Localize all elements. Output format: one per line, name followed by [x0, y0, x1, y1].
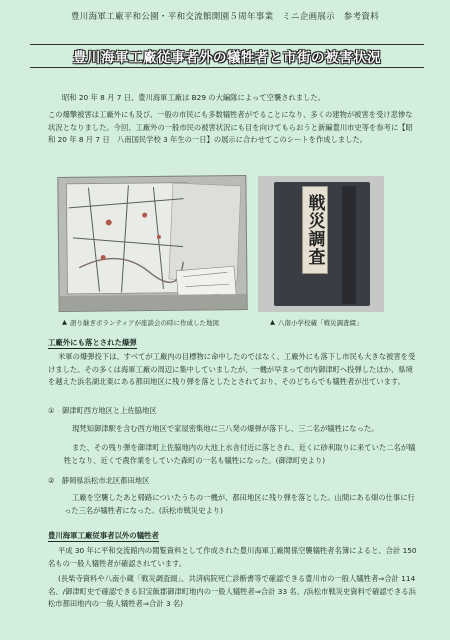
section2-paragraph-1: 平成 30 年に平和交流館内の閲覧資料として作成された豊川海軍工廠関係空襲犠牲者名簿によると、合計 150 名もの一般人犠牲者が確認されています。 — [48, 546, 417, 568]
item2-heading: ② 静岡県浜松市北区都田地区 — [48, 476, 150, 485]
book-spine — [342, 186, 356, 304]
page-title: 豊川海軍工廠従事者外の犠牲者と市街の被害状況 — [73, 50, 381, 66]
right-photo-caption — [270, 318, 363, 327]
intro-paragraph-1: 昭和 20 年 8 月 7 日、豊川海軍工廠は B29 の大編隊によって空襲されました。 — [62, 93, 326, 102]
section1-body: 米軍の爆弾投下は、すべてが工廠内の目標物に命中したのではなく、工廠外にも落下し市民も大きな被害を受けました。その多くは海軍工廠の周辺に集中していましたが、一機が早まって市内御津町へ投弾したほか、県境を越えた浜名湖北東にある都田地区に残り弾を落としたとされており、そのどちらでも犠牲者が出ています。 — [48, 352, 416, 387]
item1-paragraph-1: 現梵知御津駅を含む西方地区で家屋密集地に三八発の爆弾が落下し、三二名が犠牲になった。 — [72, 424, 379, 433]
left-photo-caption — [62, 318, 219, 327]
triangle-icon: ▲ — [62, 318, 67, 326]
left-caption-text: 語り継ぎボランティアが座談会の時に作成した地図 — [70, 319, 219, 327]
right-caption-text: 八南小学校蔵「戦災調査綴」 — [278, 319, 363, 327]
item1-heading: ① 御津町西方地区と上佐脇地区 — [48, 406, 157, 415]
section2-paragraph-2: (長柴寺資料や八南小蔵「戦災調査綴」、共済病院死亡診断書等で確認できる豊川市の一般人犠牲者⇒合計 114 名、/御津町史で確認できる旧宝飯郡御津町地内の一般人犠牲者⇒合計 33 名、/浜松市戦災史資料で確認できる浜松市都田地内の一般人犠牲者⇒合計 3 名) — [48, 574, 416, 609]
header-line: 豊川海軍工廠平和公園・平和交流館開園５周年事業 ミニ企画展示 参考資料 — [70, 12, 379, 22]
item1-paragraph-2: また、その残り弾を御津町上佐脇地内の大池上水舎付近に落とされ、近くに砂利取りに来ていた二名が犠牲となり、近くで農作業をしていた森町の一名も犠牲になった。(御津町史より) — [64, 443, 416, 465]
section1-heading: 工廠外にも落とされた爆弾 — [48, 338, 137, 347]
map-photo — [57, 175, 247, 312]
triangle-icon: ▲ — [270, 318, 275, 326]
book-photo — [258, 176, 384, 312]
item2-paragraph-1: 工廠を空襲したあと帰路についたうちの一機が、都田地区に残り弾を落とした。山間にある畑の仕事に行った三名が犠牲者になった。(浜松市戦災史より) — [64, 493, 415, 515]
title-bar — [30, 44, 424, 68]
map-photo-image — [58, 176, 246, 311]
book-label: 戦災調査 — [302, 186, 328, 274]
section2-heading: 豊川海軍工廠従事者以外の犠牲者 — [48, 531, 159, 540]
intro-paragraph-2: この爆撃被害は工廠外にも及び、一般の市民にも多数犠牲者がでることになり、多くの建物が被害を受け悲惨な状況となりました。今回、工廠外の一般市民の被害状況にも目を向けてもらおうと新編豊川市史等を参考に【昭和 20 年 8 月 7 日 八南国民学校 3 年生の一日】の展示に合わせてこのシートを作成しました。 — [48, 110, 413, 145]
